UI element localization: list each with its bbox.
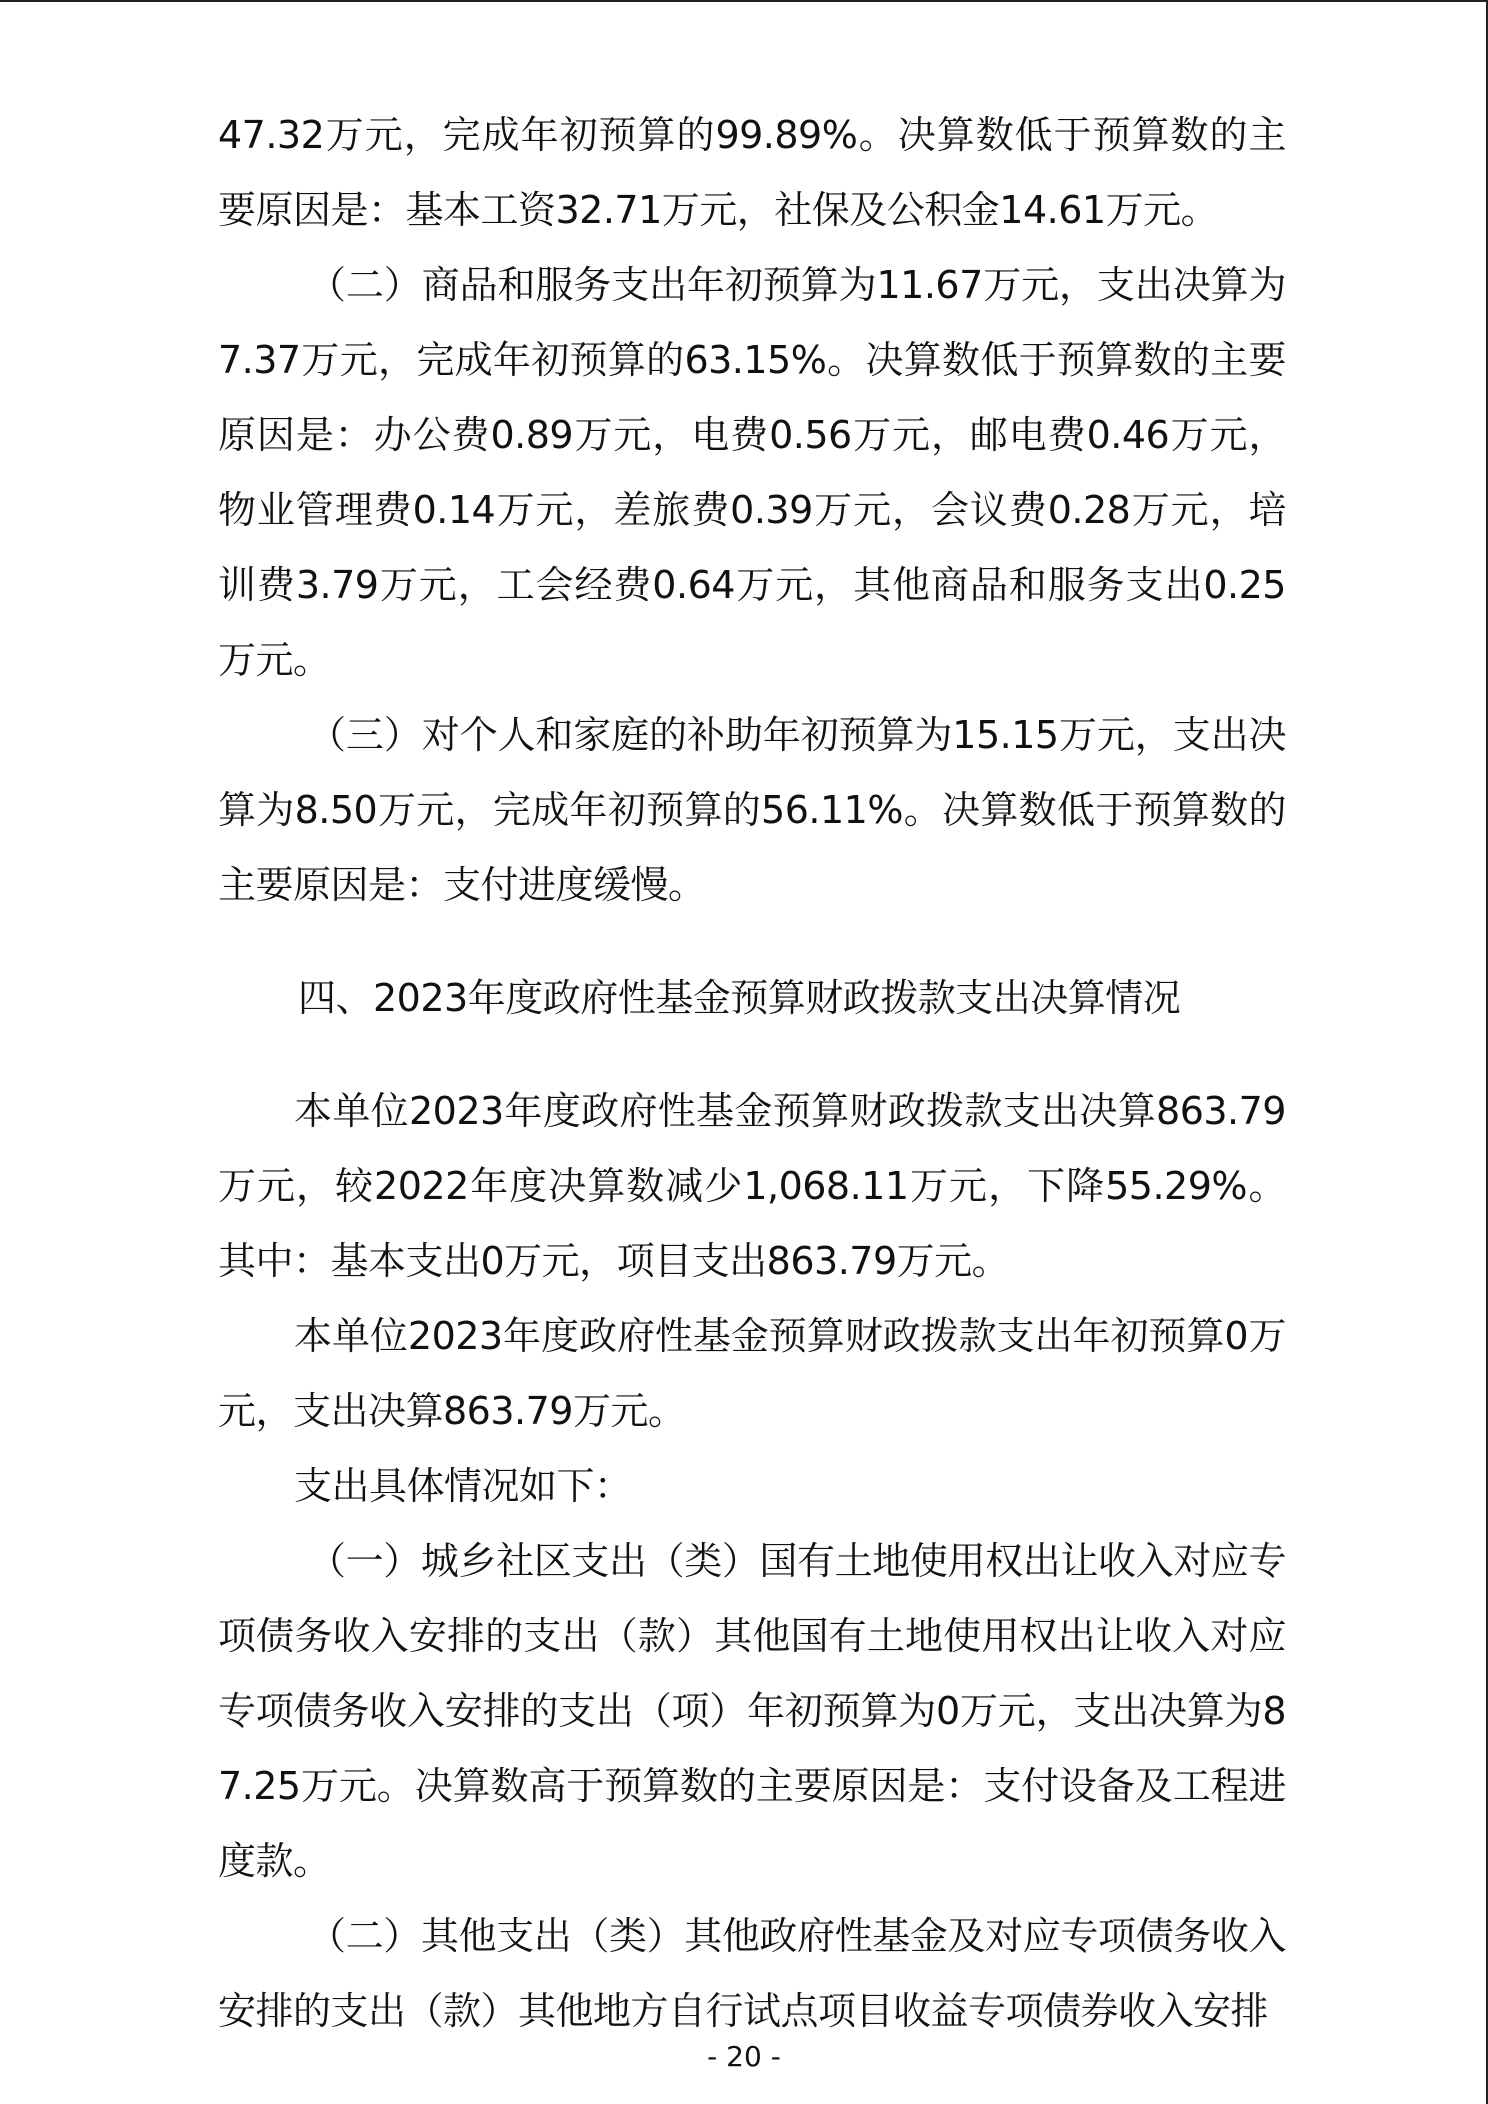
paragraph: 47.32万元，完成年初预算的99.89%。决算数低于预算数的主要原因是：基本工资32.71万元，社保及公积金14.61万元。: [218, 113, 1286, 232]
paragraph-group-bottom: [218, 1074, 1286, 2049]
paragraph: 本单位2023年度政府性基金预算财政拨款支出年初预算0万元，支出决算863.79万元。: [218, 1314, 1286, 1433]
paragraph: （三）对个人和家庭的补助年初预算为15.15万元，支出决算为8.50万元，完成年初预算的56.11%。决算数低于预算数的主要原因是：支付进度缓慢。: [218, 713, 1286, 907]
page-number: - 20 -: [707, 2040, 781, 2073]
paragraph: 本单位2023年度政府性基金预算财政拨款支出决算863.79万元，较2022年度决算数减少1,068.11万元，下降55.29%。其中：基本支出0万元，项目支出863.79万元。: [218, 1089, 1286, 1283]
paragraph-group-top: [218, 98, 1286, 923]
paragraph: （二）其他支出（类）其他政府性基金及对应专项债务收入安排的支出（款）其他地方自行试点项目收益专项债券收入安排: [218, 1914, 1286, 2033]
paragraph: 支出具体情况如下：: [294, 1464, 632, 1508]
document-body: [218, 98, 1286, 2049]
page-border-top: [0, 0, 1488, 2]
section-heading: 四、2023年度政府性基金预算财政拨款支出决算情况: [298, 976, 1181, 1020]
paragraph: （二）商品和服务支出年初预算为11.67万元，支出决算为7.37万元，完成年初预算的63.15%。决算数低于预算数的主要原因是：办公费0.89万元，电费0.56万元，邮电费0.46万元，物业管理费0.14万元，差旅费0.39万元，会议费0.28万元，培训费3.79万元，工会经费0.64万元，其他商品和服务支出0.25万元。: [218, 263, 1286, 682]
paragraph: （一）城乡社区支出（类）国有土地使用权出让收入对应专项债务收入安排的支出（款）其他国有土地使用权出让收入对应专项债务收入安排的支出（项）年初预算为0万元，支出决算为87.25万元。决算数高于预算数的主要原因是：支付设备及工程进度款。: [218, 1539, 1286, 1883]
